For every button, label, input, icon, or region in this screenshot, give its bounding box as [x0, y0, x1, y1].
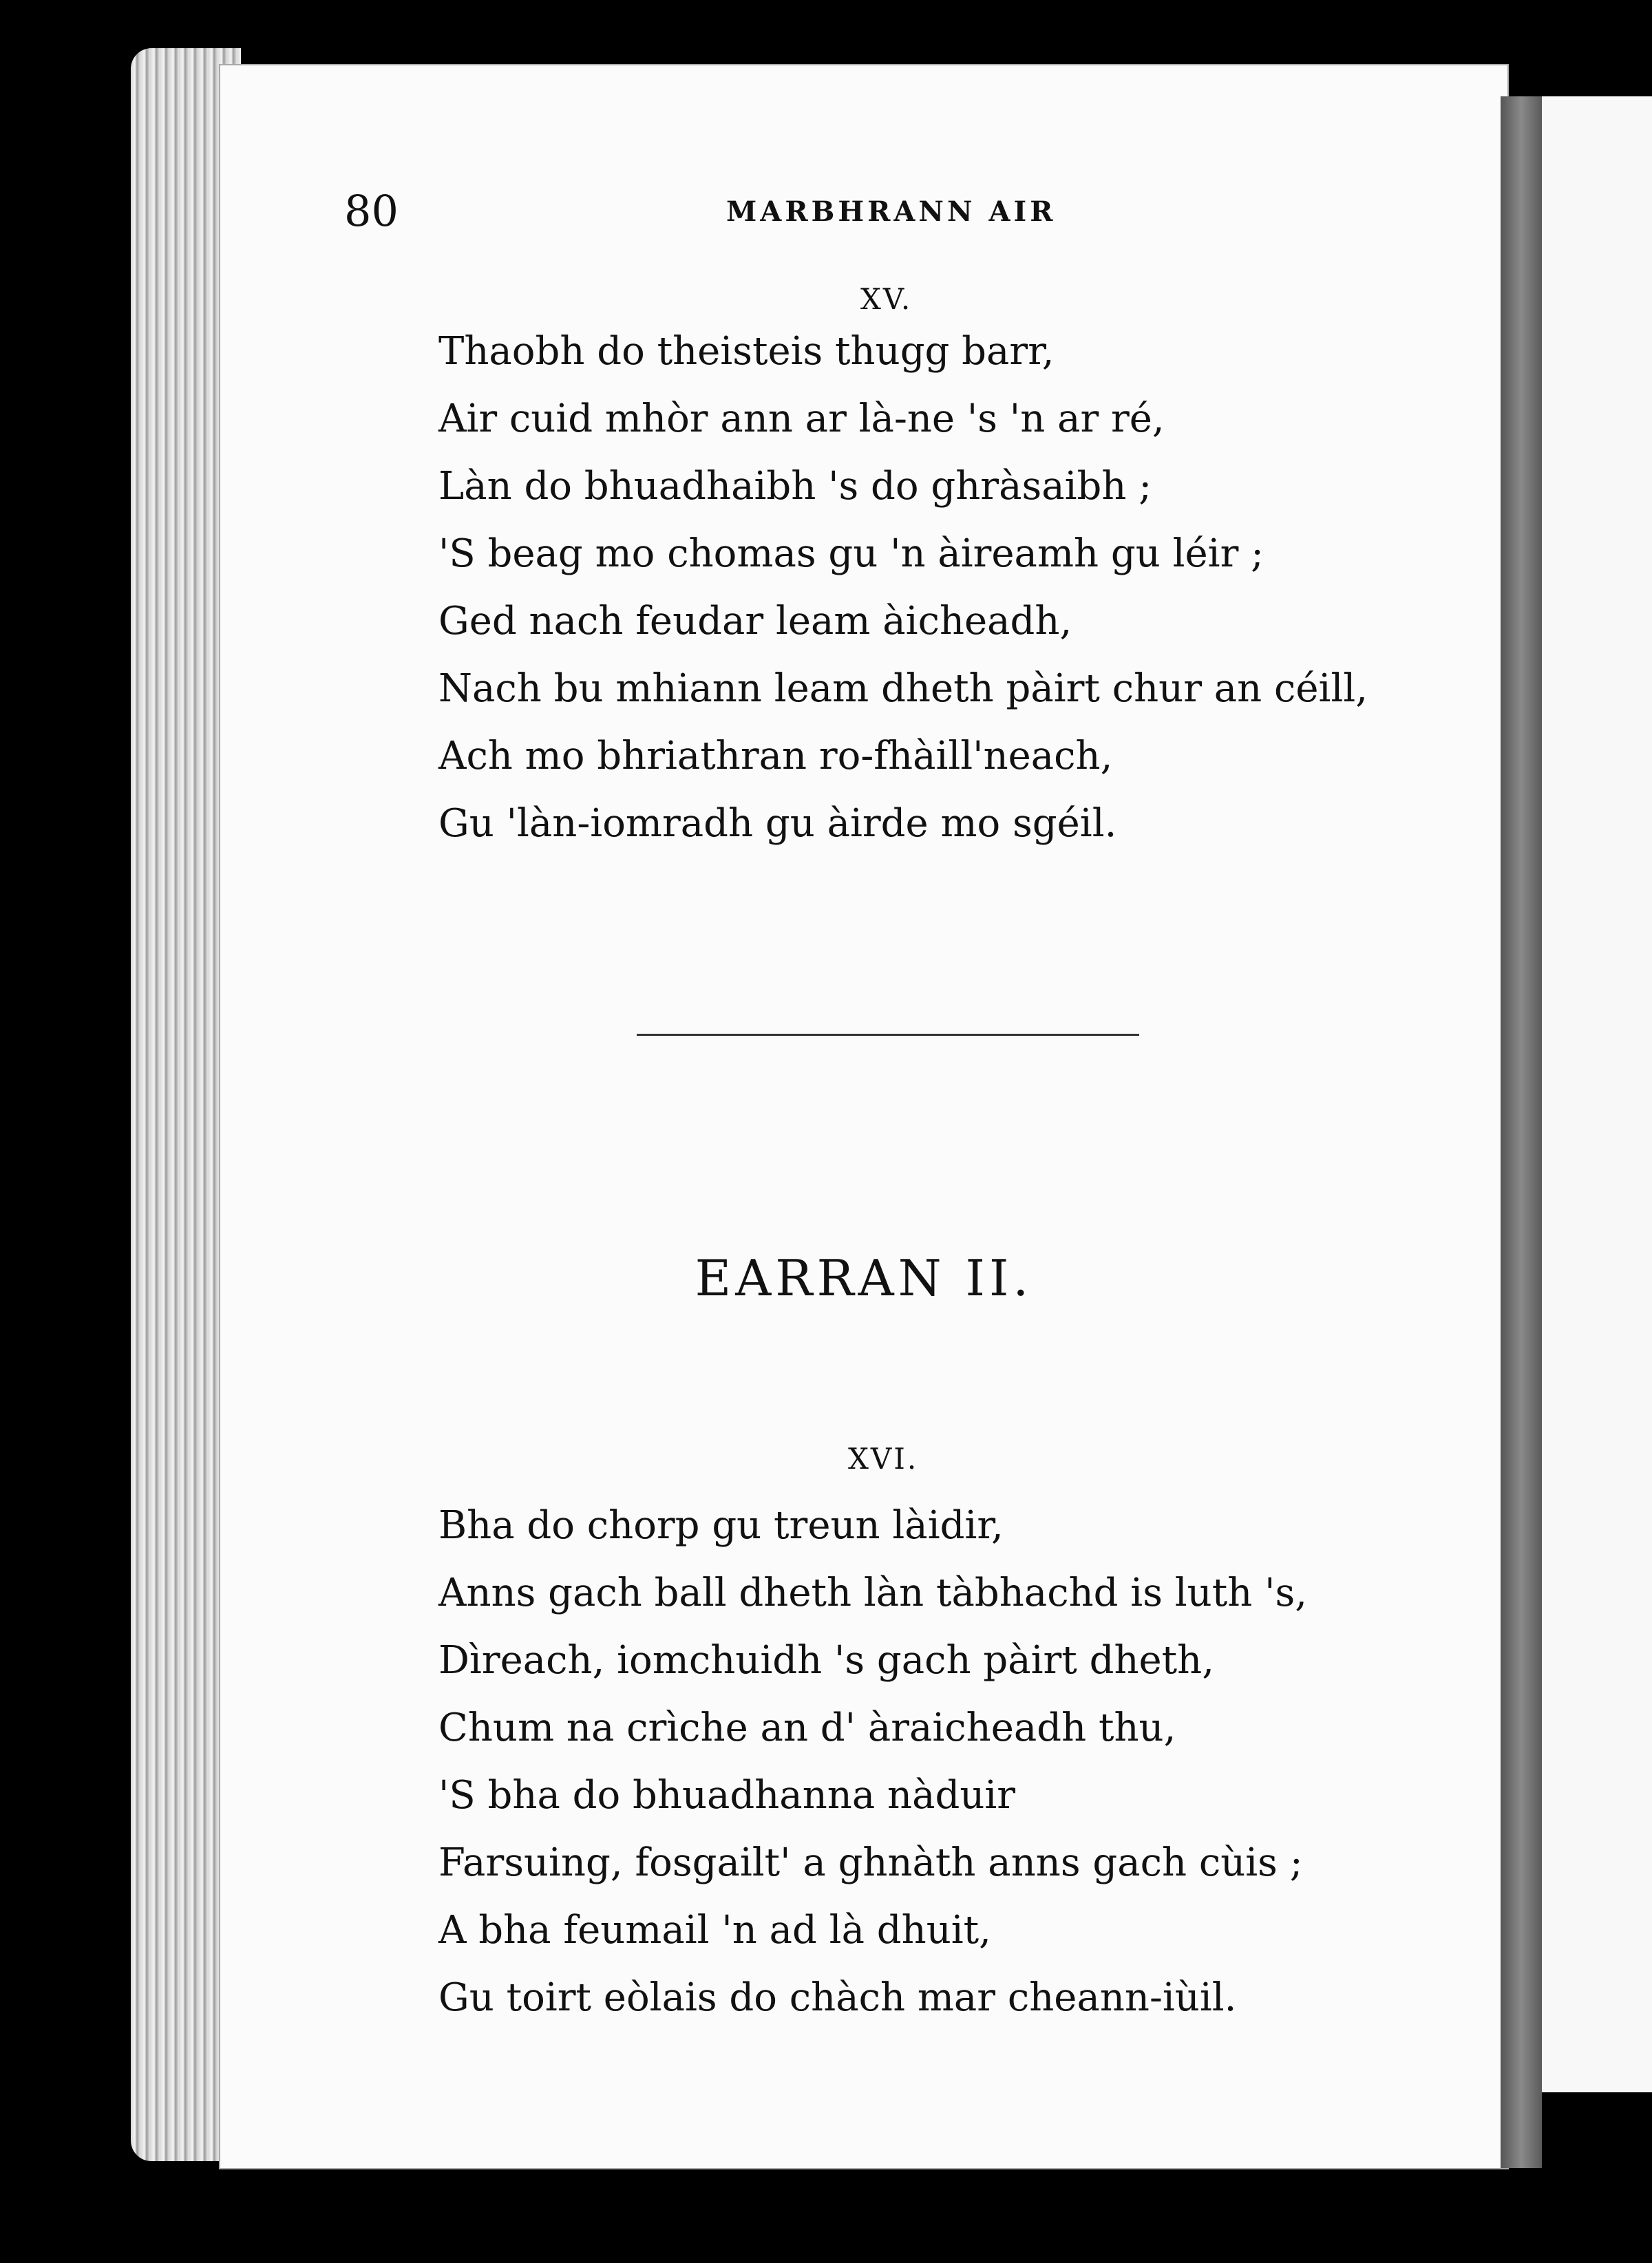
stanza-xvi [438, 1492, 1307, 2032]
gutter-shadow [1501, 96, 1542, 2168]
section-heading: EARRAN II. [695, 1249, 1033, 1307]
verse-line: Anns gach ball dheth làn tàbhachd is luth 's, [438, 1571, 1308, 1615]
verse-line: 'S beag mo chomas gu 'n àireamh gu léir ; [438, 531, 1264, 576]
running-head [344, 186, 1390, 241]
stanza-xv [438, 318, 1368, 858]
facing-page-edge [1542, 96, 1652, 2092]
verse-line: A bha feumail 'n ad là dhuit, [438, 1908, 991, 1953]
verse-line: Làn do bhuadhaibh 's do ghràsaibh ; [438, 464, 1152, 509]
verse-line: Gu toirt eòlais do chàch mar cheann-iùil. [438, 1975, 1237, 2020]
verse-line: Thaobh do theisteis thugg barr, [438, 329, 1055, 374]
verse-line: Nach bu mhiann leam dheth pàirt chur an céill, [438, 666, 1368, 711]
verse-line: Farsuing, fosgailt' a ghnàth anns gach cùis ; [438, 1840, 1303, 1885]
running-title: MARBHRANN AIR [726, 195, 1057, 228]
page-number: 80 [344, 186, 399, 236]
stanza-number-xvi: XVI. [848, 1442, 919, 1476]
verse-line: Chum na crìche an d' àraicheadh thu, [438, 1706, 1176, 1750]
verse-line: Gu 'làn-iomradh gu àirde mo sgéil. [438, 801, 1117, 846]
stanza-number-xv: XV. [860, 282, 913, 316]
verse-line: Bha do chorp gu treun làidir, [438, 1503, 1004, 1548]
section-divider-rule [637, 1034, 1139, 1036]
verse-line: Ach mo bhriathran ro-fhàill'neach, [438, 734, 1113, 778]
verse-line: 'S bha do bhuadhanna nàduir [438, 1773, 1016, 1818]
verse-line: Dìreach, iomchuidh 's gach pàirt dheth, [438, 1638, 1215, 1683]
verse-line: Ged nach feudar leam àicheadh, [438, 599, 1072, 644]
verse-line: Air cuid mhòr ann ar là-ne 's 'n ar ré, [438, 396, 1165, 441]
